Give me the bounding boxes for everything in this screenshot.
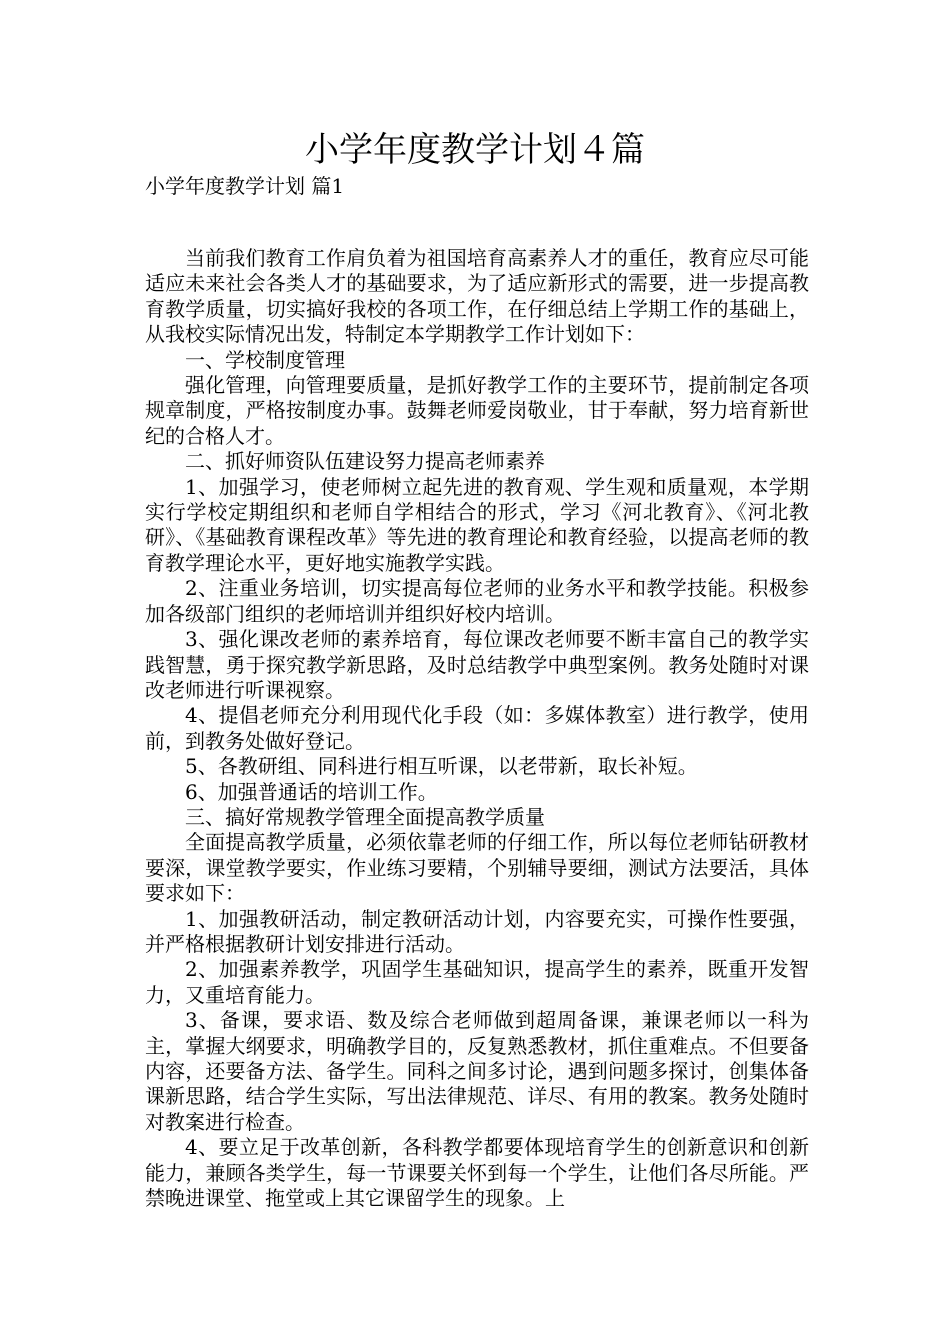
list-item: 3、强化课改老师的素养培育，每位课改老师要不断丰富自己的教学实践智慧，勇于探究教学新思路，及时总结教学中典型案例。教务处随时对课改老师进行听课视察。 xyxy=(145,627,809,702)
document-title: 小学年度教学计划４篇 xyxy=(305,130,645,170)
list-item: 4、要立足于改革创新，各科教学都要体现培育学生的创新意识和创新能力，兼顾各类学生，每一节课要关怀到每一个学生，让他们各尽所能。严禁晚进课堂、拖堂或上其它课留学生的现象。上 xyxy=(145,1135,809,1211)
list-item: 3、备课，要求语、数及综合老师做到超周备课，兼课老师以一科为主，掌握大纲要求，明确教学目的，反复熟悉教材，抓住重难点。不但要备内容，还要备方法、备学生。同科之间多讨论，遇到问题多探讨，创集体备课新思路，结合学生实际，写出法律规范、详尽、有用的教案。教务处随时对教案进行检查。 xyxy=(145,1008,809,1134)
list-item: 6、加强普通话的培训工作。 xyxy=(185,779,438,804)
list-item: 2、加强素养教学，巩固学生基础知识，提高学生的素养，既重开发智力，又重培育能力。 xyxy=(145,957,809,1007)
section-heading: 一、学校制度管理 xyxy=(185,347,345,372)
document-subtitle: 小学年度教学计划 篇1 xyxy=(145,174,345,198)
list-item: 1、加强学习，使老师树立起先进的教育观、学生观和质量观，本学期实行学校定期组织和老师自学相结合的形式，学习《河北教育》、《河北教研》、《基础教育课程改革》等先进的教育理论和教育经验，以提高老师的教育教学理论水平，更好地实施教学实践。 xyxy=(145,474,809,575)
list-item: 1、加强教研活动，制定教研活动计划，内容要充实，可操作性要强，并严格根据教研计划安排进行活动。 xyxy=(145,906,809,956)
body-paragraph: 全面提高教学质量，必须依靠老师的仔细工作，所以每位老师钻研教材要深，课堂教学要实，作业练习要精，个别辅导要细，测试方法要活，具体要求如下： xyxy=(145,830,809,906)
section-heading: 二、抓好师资队伍建设努力提高老师素养 xyxy=(185,449,545,474)
intro-paragraph: 当前我们教育工作肩负着为祖国培育高素养人才的重任，教育应尽可能适应未来社会各类人才的基础要求，为了适应新形式的需要，进一步提高教育教学质量，切实搞好我校的各项工作，在仔细总结上学期工作的基础上，从我校实际情况出发，特制定本学期教学工作计划如下： xyxy=(145,246,809,347)
section-heading: 三、搞好常规教学管理全面提高教学质量 xyxy=(185,804,545,829)
body-paragraph: 强化管理，向管理要质量，是抓好教学工作的主要环节，提前制定各项规章制度，严格按制度办事。鼓舞老师爱岗敬业，甘于奉献，努力培育新世纪的合格人才。 xyxy=(145,373,809,448)
document-body xyxy=(145,246,809,1211)
list-item: 2、注重业务培训，切实提高每位老师的业务水平和教学技能。积极参加各级部门组织的老师培训并组织好校内培训。 xyxy=(145,576,809,626)
list-item: 5、各教研组、同科进行相互听课，以老带新，取长补短。 xyxy=(185,754,698,779)
list-item: 4、提倡老师充分利用现代化手段（如：多媒体教室）进行教学，使用前，到教务处做好登记。 xyxy=(145,703,809,753)
